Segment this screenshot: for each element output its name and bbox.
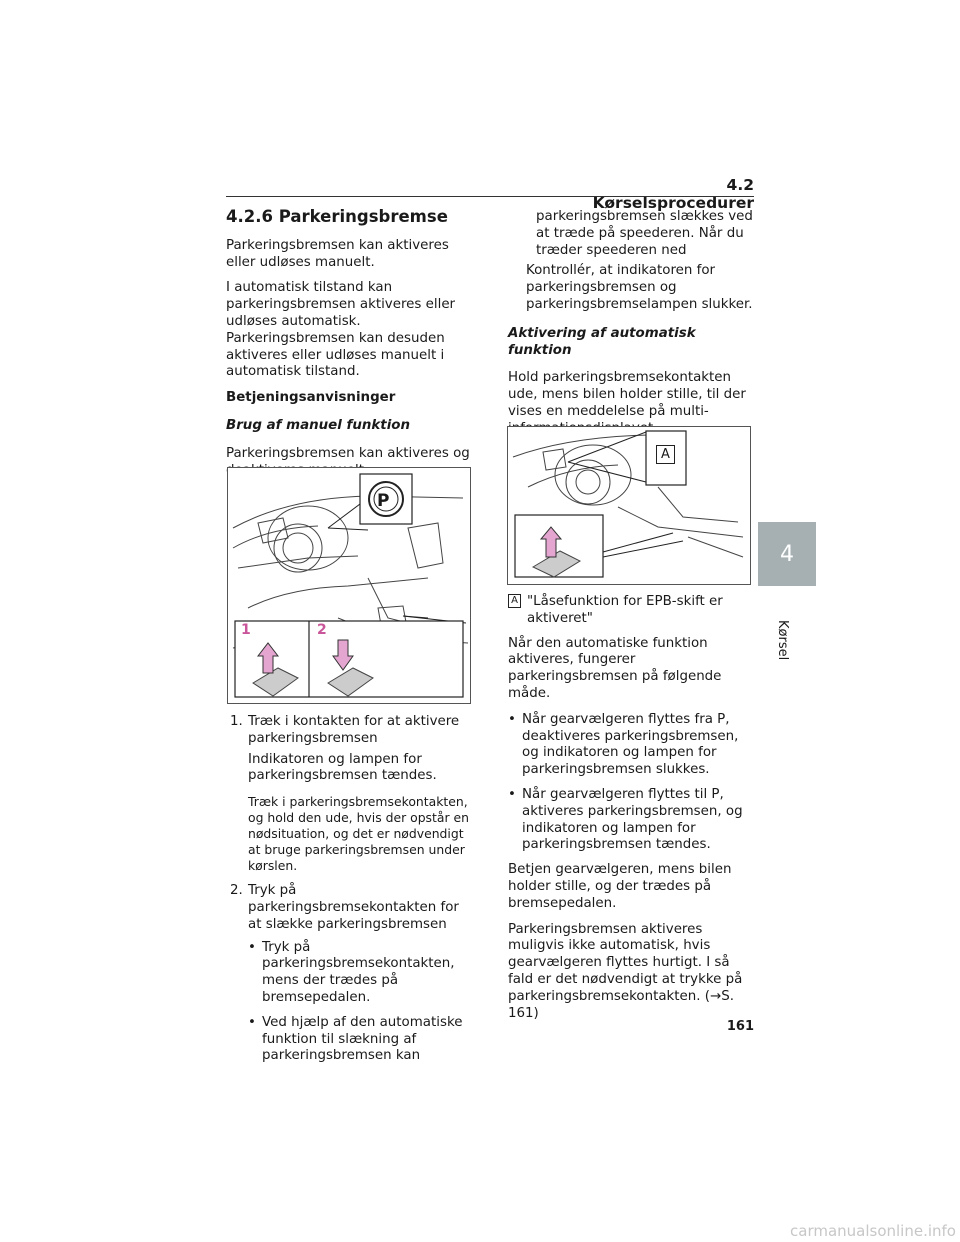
- step-bullet: • Tryk på parkeringsbremsekontakten, mens der trædes på bremsepedalen.: [230, 940, 470, 1007]
- dashboard-illustration: [508, 427, 750, 584]
- bullet-text: Ved hjælp af den automatiske funktion til slækning af parkeringsbremsen kan: [262, 1014, 463, 1064]
- subheading-automatic: Aktivering af automatisk funktion: [508, 325, 696, 358]
- subheading-instructions: Betjeningsanvisninger: [226, 390, 396, 406]
- figure-callout-a: [656, 445, 675, 464]
- section-header-title: 4.2 Kørselsprocedurer: [592, 176, 754, 212]
- paragraph: Parkeringsbremsen kan aktiveres eller udløses manuelt.: [226, 237, 449, 270]
- left-column: [226, 209, 470, 488]
- paragraph: Parkeringsbremsen kan aktiveres og: [226, 445, 470, 461]
- step-number: 1.: [230, 714, 243, 729]
- step-result: Indikatoren og lampen for parkeringsbremsen tændes.: [248, 751, 437, 784]
- right-column-top: [508, 209, 754, 447]
- paragraph-continued: parkeringsbremsen slækkes ved at træde på speederen. Når du træder speederen ned: [536, 209, 753, 258]
- figure-automatic-mode: [507, 426, 751, 585]
- section-heading: 4.2.6 Parkeringsbremse: [226, 207, 448, 226]
- step-number: 2.: [230, 883, 243, 899]
- paragraph: Betjen gearvælgeren, mens bilen holder stille, og der trædes på bremsepedalen.: [508, 862, 732, 911]
- watermark: carmanualsonline.info: [790, 1222, 956, 1240]
- bullet-item: • Når gearvælgeren flyttes til P, aktiveres parkeringsbremsen, og indikatoren og lampen for parkeringsbremsen tændes.: [508, 787, 754, 854]
- bullet-text: Når gearvælgeren flyttes til P, aktiveres parkeringsbremsen, og indikatoren og lampen for parkeringsbremsen tændes.: [522, 786, 743, 853]
- dashboard-illustration: [228, 468, 470, 703]
- step-text: Træk i kontakten for at aktivere parkeringsbremsen: [248, 714, 460, 746]
- chapter-tab: [758, 522, 816, 586]
- chapter-label: Kørsel: [775, 620, 790, 661]
- paragraph: I automatisk tilstand kan parkeringsbremsen aktiveres eller udløses automatisk. Parkeringsbremsen kan desuden aktiveres eller udløses manuelt i automatisk tilstand.: [226, 280, 456, 380]
- step-note: Træk i parkeringsbremsekontakten, og hold den ude, hvis der opstår en nødsituation, og det er nødvendigt at bruge parkeringsbremsen under kørslen.: [248, 794, 469, 874]
- figure-label-1: 1: [241, 622, 251, 638]
- callout-legend: [508, 594, 754, 628]
- subheading-manual: Brug af manuel funktion: [226, 417, 411, 433]
- callout-letter: A: [661, 447, 670, 462]
- paragraph: Parkeringsbremsen aktiveres muligvis ikke automatisk, hvis gearvælgeren flyttes hurtigt. I så fald er det nødvendigt at trykke på parkeringsbremsekontakten. (→S. 161): [508, 921, 743, 1021]
- paragraph-check: Kontrollér, at indikatoren for parkeringsbremsen og parkeringsbremselampen slukker.: [526, 263, 753, 312]
- bullet-text: Når gearvælgeren flyttes fra P, deaktiveres parkeringsbremsen, og indikatoren og lampen for parkeringsbremsen slukkes.: [522, 711, 739, 778]
- bullet-text: Tryk på parkeringsbremsekontakten, mens der trædes på bremsepedalen.: [262, 939, 455, 1005]
- right-column-bottom: [508, 594, 754, 1031]
- page-number: 161: [726, 1019, 754, 1034]
- step-text: Tryk på parkeringsbremsekontakten for at slække parkeringsbremsen: [248, 883, 459, 932]
- paragraph: Hold parkeringsbremsekontakten ude, mens bilen holder stille, til der vises en meddelelse på multi-: [508, 370, 746, 419]
- callout-letter-box: A: [508, 594, 521, 608]
- figure-label-p: P: [377, 491, 390, 511]
- callout-text: "Låsefunktion for EPB-skift er aktiveret": [527, 594, 723, 626]
- figure-label-2: 2: [317, 622, 327, 638]
- left-column-steps: [230, 714, 470, 1073]
- figure-parking-brake-switch: [227, 467, 471, 704]
- bullet-item: • Når gearvælgeren flyttes fra P, deaktiveres parkeringsbremsen, og indikatoren og lampen for parkeringsbremsen slukkes.: [508, 712, 754, 779]
- paragraph: Når den automatiske funktion aktiveres, fungerer parkeringsbremsen på følgende måde.: [508, 635, 722, 701]
- header-divider: [226, 196, 754, 197]
- step-2: [230, 883, 470, 933]
- step-1: [230, 714, 470, 748]
- chapter-number: 4: [780, 541, 794, 567]
- step-bullet: • Ved hjælp af den automatiske funktion til slækning af parkeringsbremsen kan: [230, 1015, 470, 1065]
